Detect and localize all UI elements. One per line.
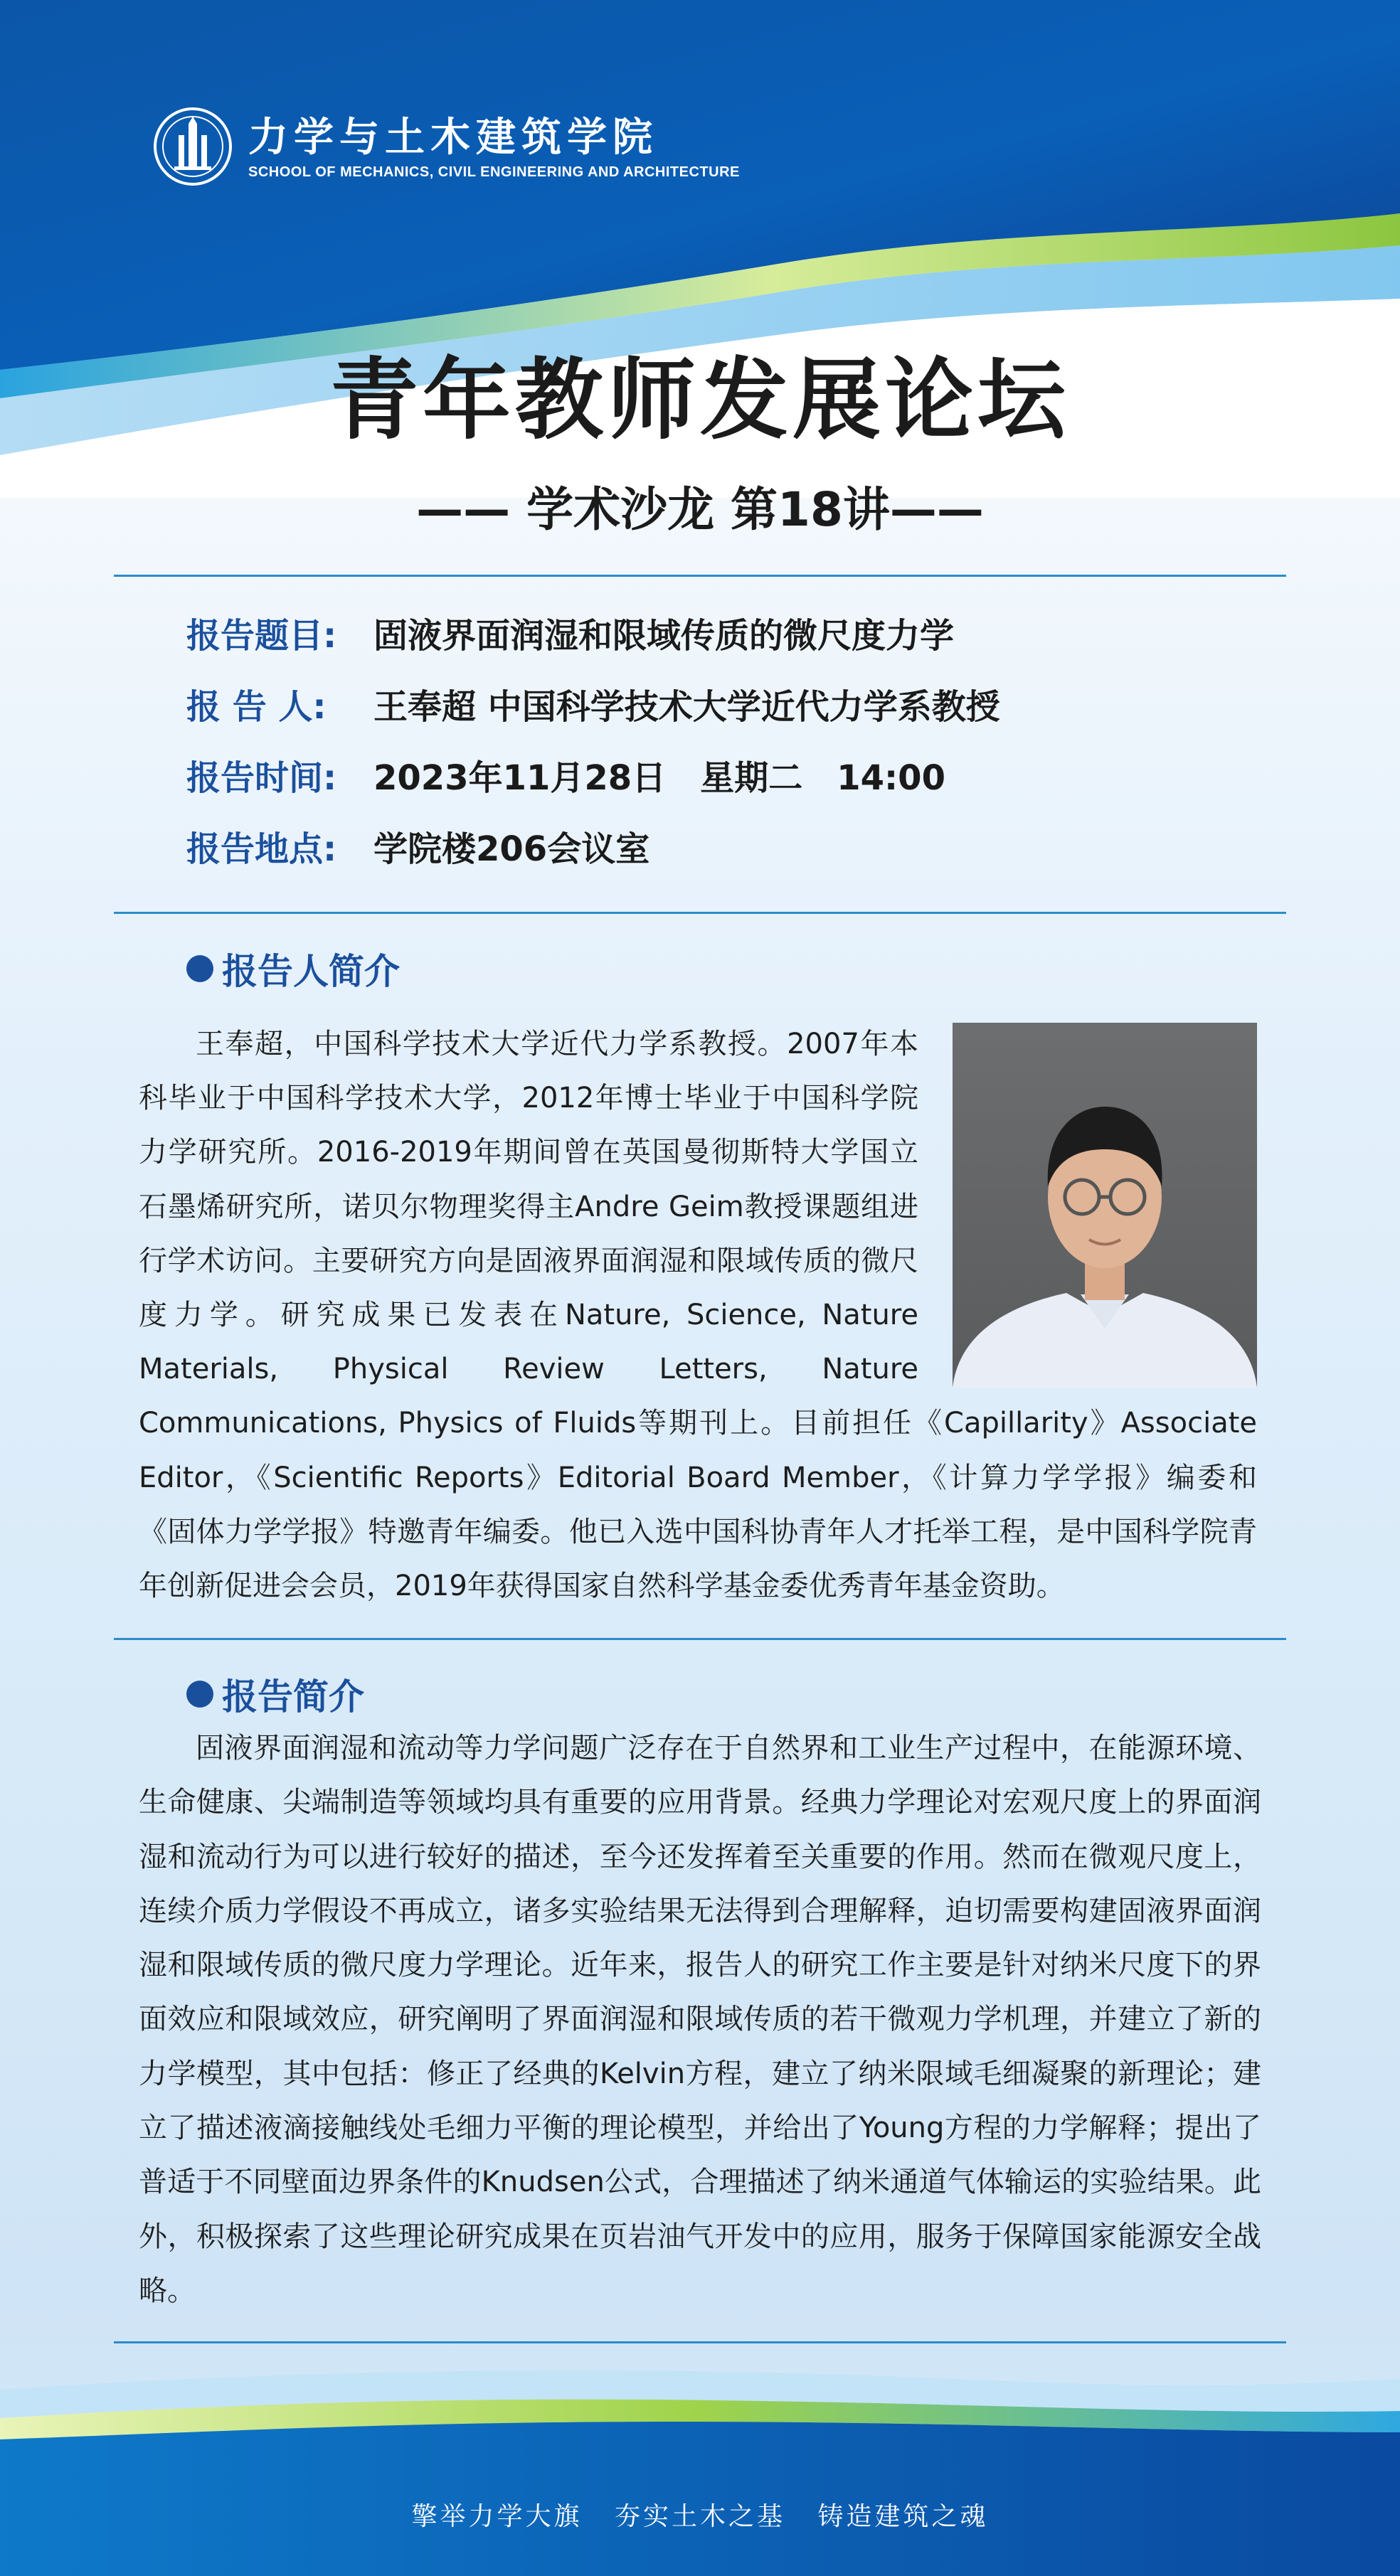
- bio-text: 王奉超，中国科学技术大学近代力学系教授。2007年本科毕业于中国科学技术大学，2012年博士毕业于中国科学院力学研究所。2016-2019年期间曾在英国曼彻斯特大学国立石墨烯研究所，诺贝尔物理奖得主Andre Geim教授课题组进行学术访问。主要研究方向是固液界面润湿和限域传质的微尺度力学。研究成果已发表在Nature, Science, Nature Materials, Physical Review Letters, Nature Communications, Physics of Fluids等期刊上。目前担任《Capillarity》Associate Editor，《Scientific Reports》Editorial Board Member，《计算力学学报》编委和《固体力学学报》特邀青年编委。他已入选中国科协青年人才托举工程，是中国科学院青年创新促进会会员，2019年获得国家自然科学基金委优秀青年基金资助。: [139, 1028, 1257, 1603]
- info-value: 王奉超 中国科学技术大学近代力学系教授: [373, 687, 1000, 727]
- bullet-icon: [186, 955, 213, 982]
- info-row-time: [186, 750, 1000, 821]
- info-row-topic: [186, 608, 1000, 679]
- forum-title: 青年教师发展论坛: [329, 348, 1070, 452]
- bullet-icon: [186, 1681, 213, 1708]
- abstract-text: 固液界面润湿和流动等力学问题广泛存在于自然界和工业生产过程中，在能源环境、生命健康、尖端制造等领域均具有重要的应用背景。经典力学理论对宏观尺度上的界面润湿和流动行为可以进行较好的描述，至今还发挥着至关重要的作用。然而在微观尺度上，连续介质力学假设不再成立，诸多实验结果无法得到合理解释，迫切需要构建固液界面润湿和限域传质的微尺度力学理论。近年来，报告人的研究工作主要是针对纳米尺度下的界面效应和限域效应，研究阐明了界面润湿和限域传质的若干微观力学机理，并建立了新的力学模型，其中包括：修正了经典的Kelvin方程，建立了纳米限域毛细凝聚的新理论；建立了描述液滴接触线处毛细力平衡的理论模型，并给出了Young方程的力学解释；提出了普适于不同壁面边界条件的Knudsen公式，合理描述了纳米通道气体输运的实验结果。此外，积极探索了这些理论研究成果在页岩油气开发中的应用，服务于保障国家能源安全战略。: [139, 1732, 1261, 2307]
- section-title: 报告人简介: [222, 951, 400, 992]
- speaker-bio: [139, 1017, 1257, 1613]
- section-title: 报告简介: [222, 1676, 364, 1718]
- school-name-en: SCHOOL OF MECHANICS, CIVIL ENGINEERING AND ARCHITECTURE: [248, 164, 740, 180]
- report-info: [186, 608, 1000, 893]
- school-logo: [153, 107, 740, 186]
- info-label: 报告地点:: [186, 829, 337, 869]
- bio-heading: [186, 943, 400, 994]
- report-abstract: [139, 1721, 1261, 2318]
- info-label: 报告题目:: [186, 616, 337, 656]
- divider-info: [114, 912, 1286, 914]
- school-emblem-icon: [153, 107, 233, 186]
- divider-bio: [114, 1638, 1286, 1640]
- info-label: 报 告 人:: [186, 687, 327, 727]
- speaker-photo: [953, 1023, 1257, 1388]
- info-label: 报告时间:: [186, 758, 337, 798]
- info-row-location: [186, 821, 1000, 893]
- divider-top: [114, 575, 1286, 577]
- info-value: 学院楼206会议室: [373, 829, 650, 869]
- footer-slogan: 擎举力学大旗 夯实土木之基 铸造建筑之魂: [411, 2502, 989, 2531]
- abstract-heading: [186, 1668, 364, 1720]
- forum-subtitle: —— 学术沙龙 第18讲——: [416, 482, 984, 537]
- info-value: 2023年11月28日 星期二 14:00: [373, 758, 945, 798]
- footer-wave-background: [0, 2326, 1400, 2576]
- info-value: 固液界面润湿和限域传质的微尺度力学: [373, 616, 955, 656]
- info-row-speaker: [186, 679, 1000, 750]
- speaker-portrait-icon: [953, 1023, 1257, 1388]
- school-name-cn: 力学与土木建筑学院: [248, 113, 658, 161]
